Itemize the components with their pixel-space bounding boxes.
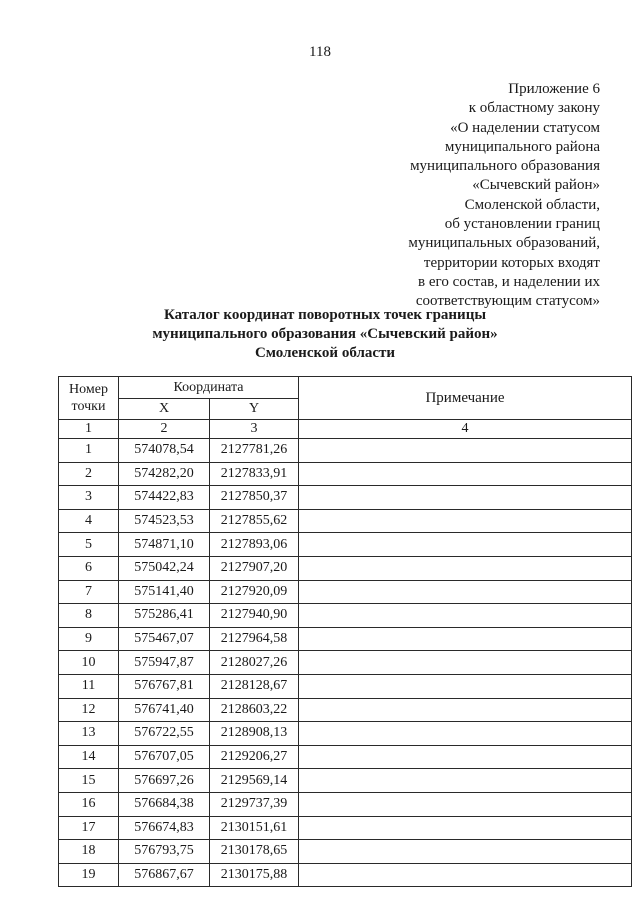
- x-coordinate-cell: 575467,07: [119, 627, 210, 651]
- x-coordinate-cell: 576707,05: [119, 745, 210, 769]
- y-coordinate-cell: 2128603,22: [210, 698, 299, 722]
- point-number-cell: 4: [59, 509, 119, 533]
- header-note: Примечание: [299, 377, 632, 420]
- y-coordinate-cell: 2127855,62: [210, 509, 299, 533]
- note-cell: [299, 604, 632, 628]
- page-number: 118: [309, 44, 331, 60]
- note-cell: [299, 722, 632, 746]
- appendix-line: «О наделении статусом: [450, 119, 600, 136]
- document-title: [0, 306, 640, 363]
- y-coordinate-cell: 2129206,27: [210, 745, 299, 769]
- x-coordinate-cell: 575286,41: [119, 604, 210, 628]
- x-coordinate-cell: 576684,38: [119, 792, 210, 816]
- table-row: [59, 486, 632, 510]
- table-row: [59, 462, 632, 486]
- table-row: [59, 651, 632, 675]
- point-number-cell: 8: [59, 604, 119, 628]
- note-cell: [299, 627, 632, 651]
- point-number-cell: 9: [59, 627, 119, 651]
- point-number-cell: 12: [59, 698, 119, 722]
- note-cell: [299, 674, 632, 698]
- table-row: [59, 722, 632, 746]
- note-cell: [299, 651, 632, 675]
- x-coordinate-cell: 574523,53: [119, 509, 210, 533]
- x-coordinate-cell: 576793,75: [119, 840, 210, 864]
- note-cell: [299, 698, 632, 722]
- point-number-cell: 11: [59, 674, 119, 698]
- note-cell: [299, 462, 632, 486]
- appendix-line: к областному закону: [468, 100, 600, 117]
- table-row: [59, 556, 632, 580]
- table-row: [59, 769, 632, 793]
- x-coordinate-cell: 575947,87: [119, 651, 210, 675]
- x-coordinate-cell: 574282,20: [119, 462, 210, 486]
- x-coordinate-cell: 575141,40: [119, 580, 210, 604]
- appendix-line: территории которых входят: [423, 254, 600, 271]
- appendix-line: муниципального района: [444, 138, 600, 155]
- title-line: муниципального образования «Сычевский район»: [152, 326, 498, 342]
- table-row: [59, 509, 632, 533]
- table-row: [59, 439, 632, 463]
- note-cell: [299, 439, 632, 463]
- y-coordinate-cell: 2128908,13: [210, 722, 299, 746]
- column-number: 4: [299, 420, 632, 439]
- table-row: [59, 840, 632, 864]
- note-cell: [299, 580, 632, 604]
- header-coordinate: Координата: [119, 377, 299, 399]
- y-coordinate-cell: 2127940,90: [210, 604, 299, 628]
- x-coordinate-cell: 574422,83: [119, 486, 210, 510]
- table-row: [59, 674, 632, 698]
- column-number: 3: [210, 420, 299, 439]
- x-coordinate-cell: 576867,67: [119, 863, 210, 887]
- point-number-cell: 1: [59, 439, 119, 463]
- appendix-line: «Сычевский район»: [472, 177, 600, 194]
- header-point-number: Номер точки: [59, 377, 119, 420]
- note-cell: [299, 556, 632, 580]
- note-cell: [299, 792, 632, 816]
- y-coordinate-cell: 2127850,37: [210, 486, 299, 510]
- point-number-cell: 6: [59, 556, 119, 580]
- column-number: 2: [119, 420, 210, 439]
- point-number-cell: 17: [59, 816, 119, 840]
- table-row: [59, 627, 632, 651]
- appendix-line: Приложение 6: [508, 81, 600, 97]
- note-cell: [299, 745, 632, 769]
- title-line: Смоленской области: [254, 345, 396, 361]
- y-coordinate-cell: 2127893,06: [210, 533, 299, 557]
- y-coordinate-cell: 2127833,91: [210, 462, 299, 486]
- y-coordinate-cell: 2129569,14: [210, 769, 299, 793]
- column-number-row: [59, 420, 632, 439]
- y-coordinate-cell: 2127964,58: [210, 627, 299, 651]
- point-number-cell: 5: [59, 533, 119, 557]
- title-line: Каталог координат поворотных точек границы: [163, 307, 487, 323]
- note-cell: [299, 840, 632, 864]
- table-row: [59, 533, 632, 557]
- x-coordinate-cell: 576722,55: [119, 722, 210, 746]
- point-number-cell: 2: [59, 462, 119, 486]
- point-number-cell: 18: [59, 840, 119, 864]
- appendix-line: соответствующим статусом»: [415, 293, 600, 310]
- note-cell: [299, 486, 632, 510]
- appendix-line: об установлении границ: [444, 216, 600, 233]
- table-row: [59, 698, 632, 722]
- y-coordinate-cell: 2127781,26: [210, 439, 299, 463]
- x-coordinate-cell: 576741,40: [119, 698, 210, 722]
- point-number-cell: 19: [59, 863, 119, 887]
- x-coordinate-cell: 574078,54: [119, 439, 210, 463]
- note-cell: [299, 509, 632, 533]
- note-cell: [299, 533, 632, 557]
- table-row: [59, 580, 632, 604]
- appendix-line: Смоленской области,: [464, 196, 600, 213]
- point-number-cell: 13: [59, 722, 119, 746]
- header-x: X: [119, 399, 210, 420]
- table-row: [59, 745, 632, 769]
- point-number-cell: 7: [59, 580, 119, 604]
- table-body: [59, 439, 632, 887]
- note-cell: [299, 816, 632, 840]
- x-coordinate-cell: 574871,10: [119, 533, 210, 557]
- y-coordinate-cell: 2130178,65: [210, 840, 299, 864]
- header-y: Y: [210, 399, 299, 420]
- x-coordinate-cell: 575042,24: [119, 556, 210, 580]
- x-coordinate-cell: 576674,83: [119, 816, 210, 840]
- x-coordinate-cell: 576767,81: [119, 674, 210, 698]
- y-coordinate-cell: 2130151,61: [210, 816, 299, 840]
- table-row: [59, 816, 632, 840]
- y-coordinate-cell: 2128128,67: [210, 674, 299, 698]
- note-cell: [299, 769, 632, 793]
- column-number: 1: [59, 420, 119, 439]
- point-number-cell: 3: [59, 486, 119, 510]
- appendix-line: муниципальных образований,: [408, 235, 600, 252]
- coordinates-table: [58, 376, 632, 887]
- appendix-line: в его состав, и наделении их: [418, 273, 600, 290]
- y-coordinate-cell: 2127907,20: [210, 556, 299, 580]
- point-number-cell: 15: [59, 769, 119, 793]
- table-row: [59, 604, 632, 628]
- y-coordinate-cell: 2128027,26: [210, 651, 299, 675]
- appendix-line: муниципального образования: [410, 158, 600, 175]
- y-coordinate-cell: 2129737,39: [210, 792, 299, 816]
- table-row: [59, 863, 632, 887]
- y-coordinate-cell: 2130175,88: [210, 863, 299, 887]
- x-coordinate-cell: 576697,26: [119, 769, 210, 793]
- point-number-cell: 14: [59, 745, 119, 769]
- y-coordinate-cell: 2127920,09: [210, 580, 299, 604]
- point-number-cell: 10: [59, 651, 119, 675]
- note-cell: [299, 863, 632, 887]
- point-number-cell: 16: [59, 792, 119, 816]
- appendix-block: [300, 80, 600, 312]
- table-row: [59, 792, 632, 816]
